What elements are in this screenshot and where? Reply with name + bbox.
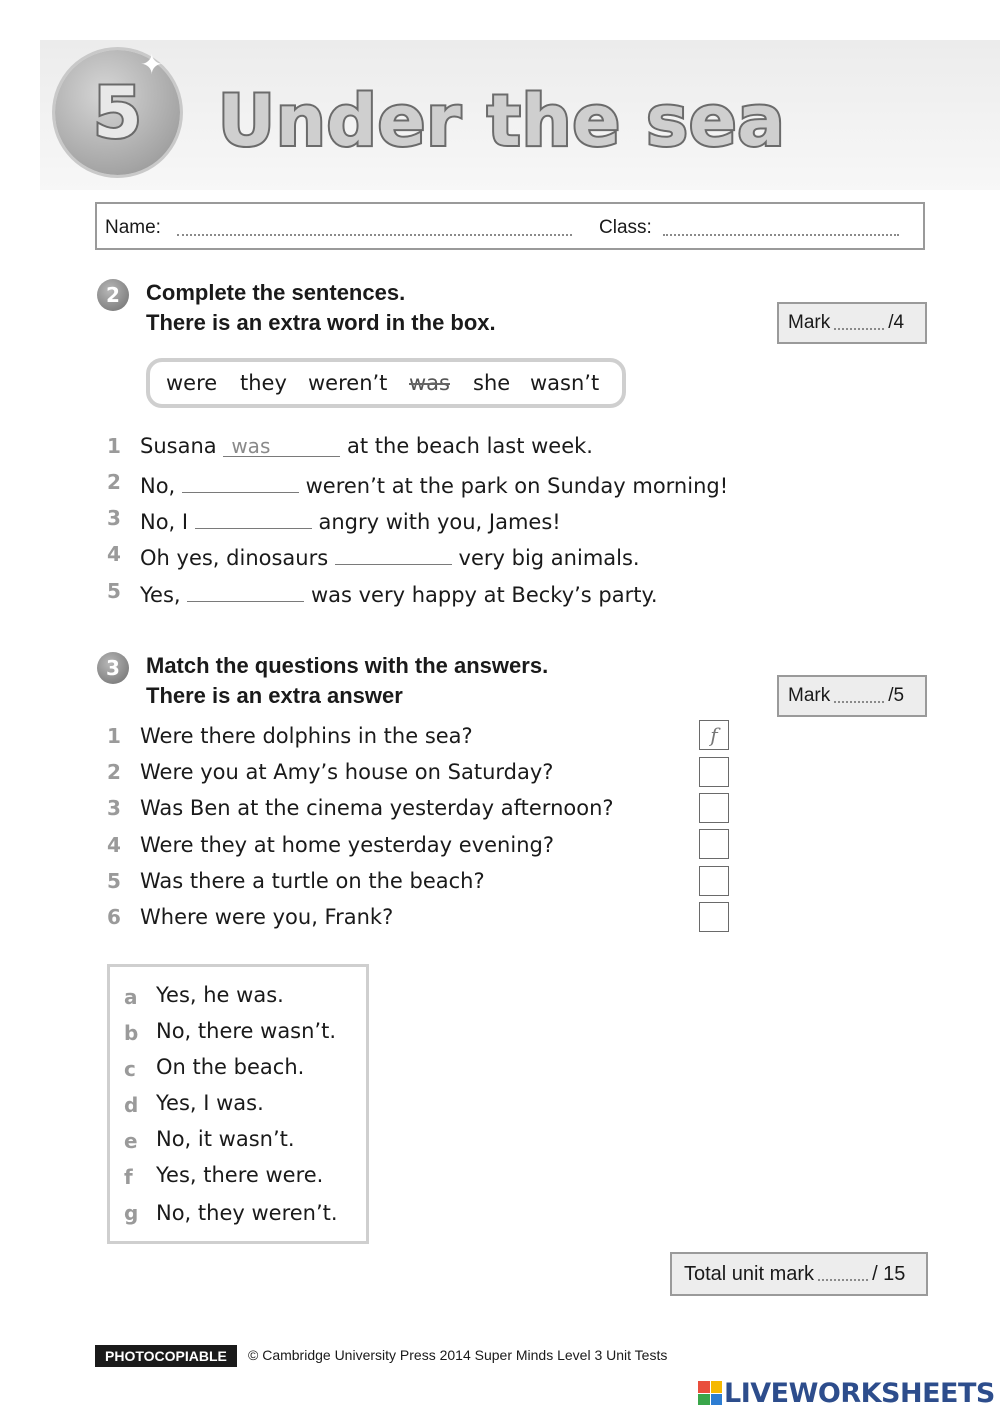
question-number: 3 — [107, 796, 121, 820]
sentence-row — [140, 434, 593, 458]
question-text: Was Ben at the cinema yesterday afternoon? — [140, 796, 614, 820]
total-field[interactable] — [818, 1279, 868, 1281]
total-out-of: / 15 — [872, 1262, 906, 1285]
question-number: 2 — [107, 760, 121, 784]
question-number: 6 — [107, 905, 121, 929]
question-text: Were there dolphins in the sea? — [140, 724, 473, 748]
answer-letter: g — [124, 1201, 139, 1225]
sentence-row — [107, 506, 121, 530]
exercise-2-instruction-2: There is an extra word in the box. — [146, 310, 496, 335]
question-number: 4 — [107, 833, 121, 857]
item-number: 4 — [107, 542, 121, 566]
mark-total: /4 — [888, 312, 905, 333]
mark-label: Mark — [788, 685, 831, 706]
word-box-item: they — [240, 371, 287, 395]
photocopiable-badge: PHOTOCOPIABLE — [95, 1345, 237, 1367]
answer-blank[interactable] — [223, 434, 340, 457]
item-number: 3 — [107, 506, 121, 530]
mark-total: /5 — [888, 685, 905, 706]
word-box-item: wasn’t — [530, 371, 600, 395]
liveworksheets-logo[interactable] — [698, 1378, 995, 1408]
answer-checkbox[interactable]: f — [699, 720, 729, 750]
sentence-row — [140, 579, 658, 607]
exercise-3-mark-box — [777, 675, 927, 717]
unit-number: 5 — [93, 71, 142, 154]
exercise-2-instruction-1: Complete the sentences. — [146, 280, 406, 305]
sentence-row — [107, 470, 121, 494]
exercise-3-instruction-1: Match the questions with the answers. — [146, 653, 549, 678]
answer-text: No, there wasn’t. — [156, 1019, 337, 1043]
answer-text: No, it wasn’t. — [156, 1127, 295, 1151]
sentence-start: Susana — [140, 434, 217, 458]
unit-title: Under the sea — [218, 80, 786, 162]
exercise-3-icon: 3 — [97, 652, 129, 684]
answer-checkbox[interactable] — [699, 757, 729, 787]
liveworksheets-text: LIVEWORKSHEETS — [724, 1377, 995, 1409]
question-number: 5 — [107, 869, 121, 893]
mark-field[interactable] — [834, 701, 884, 703]
word-box-item-used: was — [409, 371, 450, 395]
answer-text: Yes, I was. — [156, 1091, 264, 1115]
sentence-start: Yes, — [140, 583, 181, 607]
answer-blank[interactable] — [195, 506, 312, 529]
sentence-row — [140, 542, 640, 570]
answer-text: Yes, he was. — [156, 983, 284, 1007]
question-text: Were they at home yesterday evening? — [140, 833, 554, 857]
sentence-end: angry with you, James! — [318, 510, 561, 534]
answer-letter: e — [124, 1129, 138, 1153]
exercise-2-icon: 2 — [97, 279, 129, 311]
exercise-2-mark-box — [777, 302, 927, 344]
sentence-end: at the beach last week. — [347, 434, 593, 458]
sentence-start: No, — [140, 474, 176, 498]
class-label: Class: — [599, 217, 652, 238]
liveworksheets-icon — [698, 1381, 722, 1405]
exercise-3-instruction-2: There is an extra answer — [146, 683, 403, 708]
example-answer: was — [231, 434, 271, 458]
answer-letter: a — [124, 985, 138, 1009]
class-field[interactable] — [663, 234, 899, 236]
answer-checkbox[interactable] — [699, 829, 729, 859]
sentence-row — [107, 434, 121, 458]
question-text: Were you at Amy’s house on Saturday? — [140, 760, 554, 784]
total-label: Total unit mark — [684, 1262, 815, 1285]
answer-letter: d — [124, 1093, 139, 1117]
answer-letter: f — [124, 1165, 133, 1189]
sentence-row — [140, 506, 561, 534]
answer-text: On the beach. — [156, 1055, 305, 1079]
word-box — [146, 358, 626, 408]
sentence-row — [107, 542, 121, 566]
name-field[interactable] — [177, 234, 572, 236]
item-number: 2 — [107, 470, 121, 494]
answer-checkbox[interactable] — [699, 793, 729, 823]
item-number: 5 — [107, 579, 121, 603]
name-label: Name: — [105, 217, 161, 238]
answer-checkbox[interactable] — [699, 866, 729, 896]
item-number: 1 — [107, 434, 121, 458]
question-text: Where were you, Frank? — [140, 905, 394, 929]
sentence-end: was very happy at Becky’s party. — [310, 583, 658, 607]
word-box-item: she — [473, 371, 511, 395]
answer-blank[interactable] — [335, 542, 452, 565]
answer-checkbox[interactable] — [699, 902, 729, 932]
answer-letter: b — [124, 1021, 139, 1045]
sentence-row — [107, 579, 121, 603]
total-mark-box — [670, 1252, 928, 1296]
sentence-row — [140, 470, 728, 498]
copyright-text: © Cambridge University Press 2014 Super Minds Level 3 Unit Tests — [248, 1347, 668, 1363]
question-text: Was there a turtle on the beach? — [140, 869, 485, 893]
word-box-item: were — [166, 371, 218, 395]
sentence-end: weren’t at the park on Sunday morning! — [305, 474, 729, 498]
answers-box — [107, 964, 369, 1244]
mark-label: Mark — [788, 312, 831, 333]
answer-blank[interactable] — [182, 470, 299, 493]
answer-blank[interactable] — [187, 579, 304, 602]
answer-text: Yes, there were. — [156, 1163, 324, 1187]
sentence-start: No, I — [140, 510, 189, 534]
sentence-start: Oh yes, dinosaurs — [140, 546, 329, 570]
question-number: 1 — [107, 724, 121, 748]
answer-text: No, they weren’t. — [156, 1201, 338, 1225]
sentence-end: very big animals. — [458, 546, 640, 570]
student-info-box — [95, 202, 925, 250]
word-box-item: weren’t — [308, 371, 388, 395]
sparkle-icon: ✦ — [140, 48, 164, 81]
mark-field[interactable] — [834, 328, 884, 330]
answer-letter: c — [124, 1057, 136, 1081]
